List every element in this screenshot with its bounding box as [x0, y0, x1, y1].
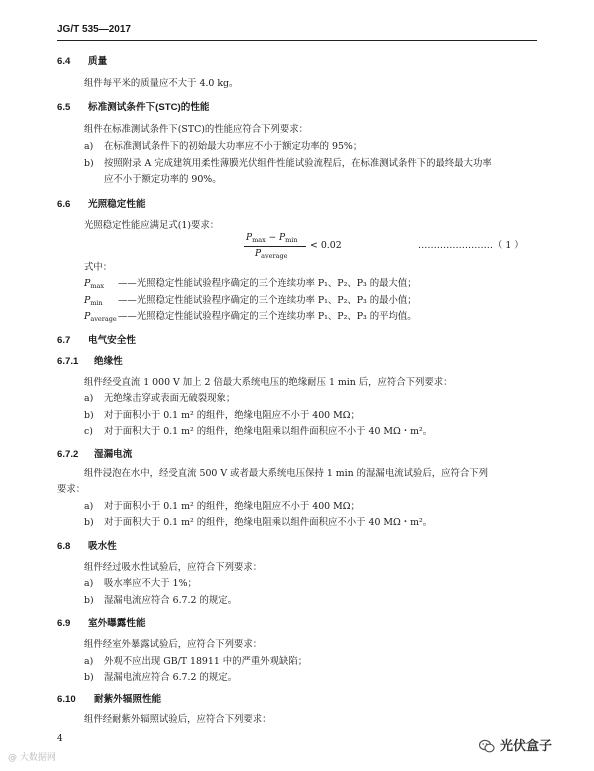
standard-code: JG/T 535—2017	[57, 24, 131, 35]
wechat-icon	[479, 739, 495, 753]
paragraph: 组件经耐紫外辐照试验后，应符合下列要求：	[84, 714, 272, 725]
list-item-mark: a)	[84, 578, 94, 589]
formula-denominator: $P_{average}$	[255, 249, 288, 260]
section-number: 6.9	[57, 618, 71, 629]
list-item-mark: a)	[84, 656, 94, 667]
section-title: 室外曝露性能	[88, 618, 146, 629]
formula-numerator: $P_{max} - P_{min}$	[246, 233, 298, 244]
list-item-continuation: 应不小于额定功率的 90%。	[104, 174, 222, 185]
formula-rhs: < 0.02	[310, 240, 342, 251]
section-number: 6.7	[57, 335, 71, 346]
section-title: 质量	[88, 56, 108, 67]
paragraph: 组件在标准测试条件下(STC)的性能应符合下列要求：	[84, 124, 309, 135]
definition-text: ——光照稳定性能试验程序确定的三个连续功率 P₁、P₂、P₃ 的最大值；	[118, 278, 417, 289]
list-item-mark: b)	[84, 595, 94, 606]
paragraph: 组件经过吸水性试验后，应符合下列要求：	[84, 562, 263, 573]
fraction-bar	[244, 246, 306, 247]
paragraph: 组件每平米的质量应不大于 4.0 kg。	[84, 78, 239, 89]
section-number: 6.4	[57, 56, 71, 67]
page-number: 4	[57, 734, 63, 744]
section-title: 湿漏电流	[94, 449, 133, 460]
list-item: 按照附录 A 完成建筑用柔性薄膜光伏组件性能试验流程后，在标准测试条件下的最终最大功率	[104, 158, 492, 169]
section-title: 吸水性	[88, 541, 117, 552]
brand-name: 光伏盒子	[500, 739, 553, 754]
list-item: 在标准测试条件下的初始最大功率应不小于额定功率的 95%；	[104, 141, 363, 152]
list-item-mark: b)	[84, 672, 94, 683]
list-item: 吸水率应不大于 1%；	[104, 578, 197, 589]
definition-text: ——光照稳定性能试验程序确定的三个连续功率 P₁、P₂、P₃ 的最小值；	[118, 295, 417, 306]
section-number: 6.10	[57, 694, 76, 705]
list-item: 外观不应出现 GB/T 18911 中的严重外观缺陷；	[104, 656, 308, 667]
section-title: 光照稳定性能	[88, 199, 146, 210]
list-item-mark: a)	[84, 501, 94, 512]
equation-number: ……………………（ 1 ）	[418, 240, 524, 251]
list-item: 对于面积小于 0.1 m² 的组件，绝缘电阻应不小于 400 MΩ；	[104, 410, 360, 421]
definition-text: ——光照稳定性能试验程序确定的三个连续功率 P₁、P₂、P₃ 的平均值。	[118, 311, 417, 322]
paragraph-continuation: 要求：	[57, 484, 86, 495]
watermark-text: @ 大数据网	[8, 753, 56, 763]
list-item-mark: a)	[84, 141, 94, 152]
list-item: 对于面积大于 0.1 m² 的组件，绝缘电阻乘以组件面积应不小于 40 MΩ・m²。	[104, 426, 433, 437]
section-number: 6.7.1	[57, 356, 79, 367]
list-item: 湿漏电流应符合 6.7.2 的规定。	[104, 672, 237, 683]
where-label: 式中：	[84, 262, 113, 273]
definition-symbol: $P_{min}$	[84, 295, 103, 307]
list-item-mark: a)	[84, 393, 94, 404]
definition-symbol: $P_{average}$	[84, 311, 117, 323]
paragraph: 组件经室外暴露试验后，应符合下列要求：	[84, 639, 263, 650]
list-item-mark: c)	[84, 426, 93, 437]
paragraph: 光照稳定性能应满足式(1)要求：	[84, 220, 220, 231]
header-rule	[57, 40, 537, 41]
list-item-mark: b)	[84, 158, 94, 169]
section-title: 绝缘性	[94, 356, 123, 367]
definition-symbol: $P_{max}$	[84, 278, 105, 290]
section-title: 标准测试条件下(STC)的性能	[88, 102, 210, 113]
section-number: 6.8	[57, 541, 71, 552]
section-number: 6.7.2	[57, 449, 79, 460]
section-title: 耐紫外辐照性能	[94, 694, 162, 705]
section-number: 6.5	[57, 102, 71, 113]
list-item: 无绝缘击穿或表面无破裂现象；	[104, 393, 236, 404]
list-item-mark: b)	[84, 517, 94, 528]
section-number: 6.6	[57, 199, 71, 210]
list-item-mark: b)	[84, 410, 94, 421]
section-title: 电气安全性	[88, 335, 136, 346]
paragraph: 组件经受直流 1 000 V 加上 2 倍最大系统电压的绝缘耐压 1 min 后，应符合下列要求：	[84, 377, 453, 388]
list-item: 湿漏电流应符合 6.7.2 的规定。	[104, 595, 237, 606]
paragraph: 组件浸泡在水中，经受直流 500 V 或者最大系统电压保持 1 min 的湿漏电流试验后，应符合下列	[84, 468, 488, 479]
list-item: 对于面积小于 0.1 m² 的组件，绝缘电阻应不小于 400 MΩ；	[104, 501, 360, 512]
list-item: 对于面积大于 0.1 m² 的组件，绝缘电阻乘以组件面积应不小于 40 MΩ・m²。	[104, 517, 433, 528]
